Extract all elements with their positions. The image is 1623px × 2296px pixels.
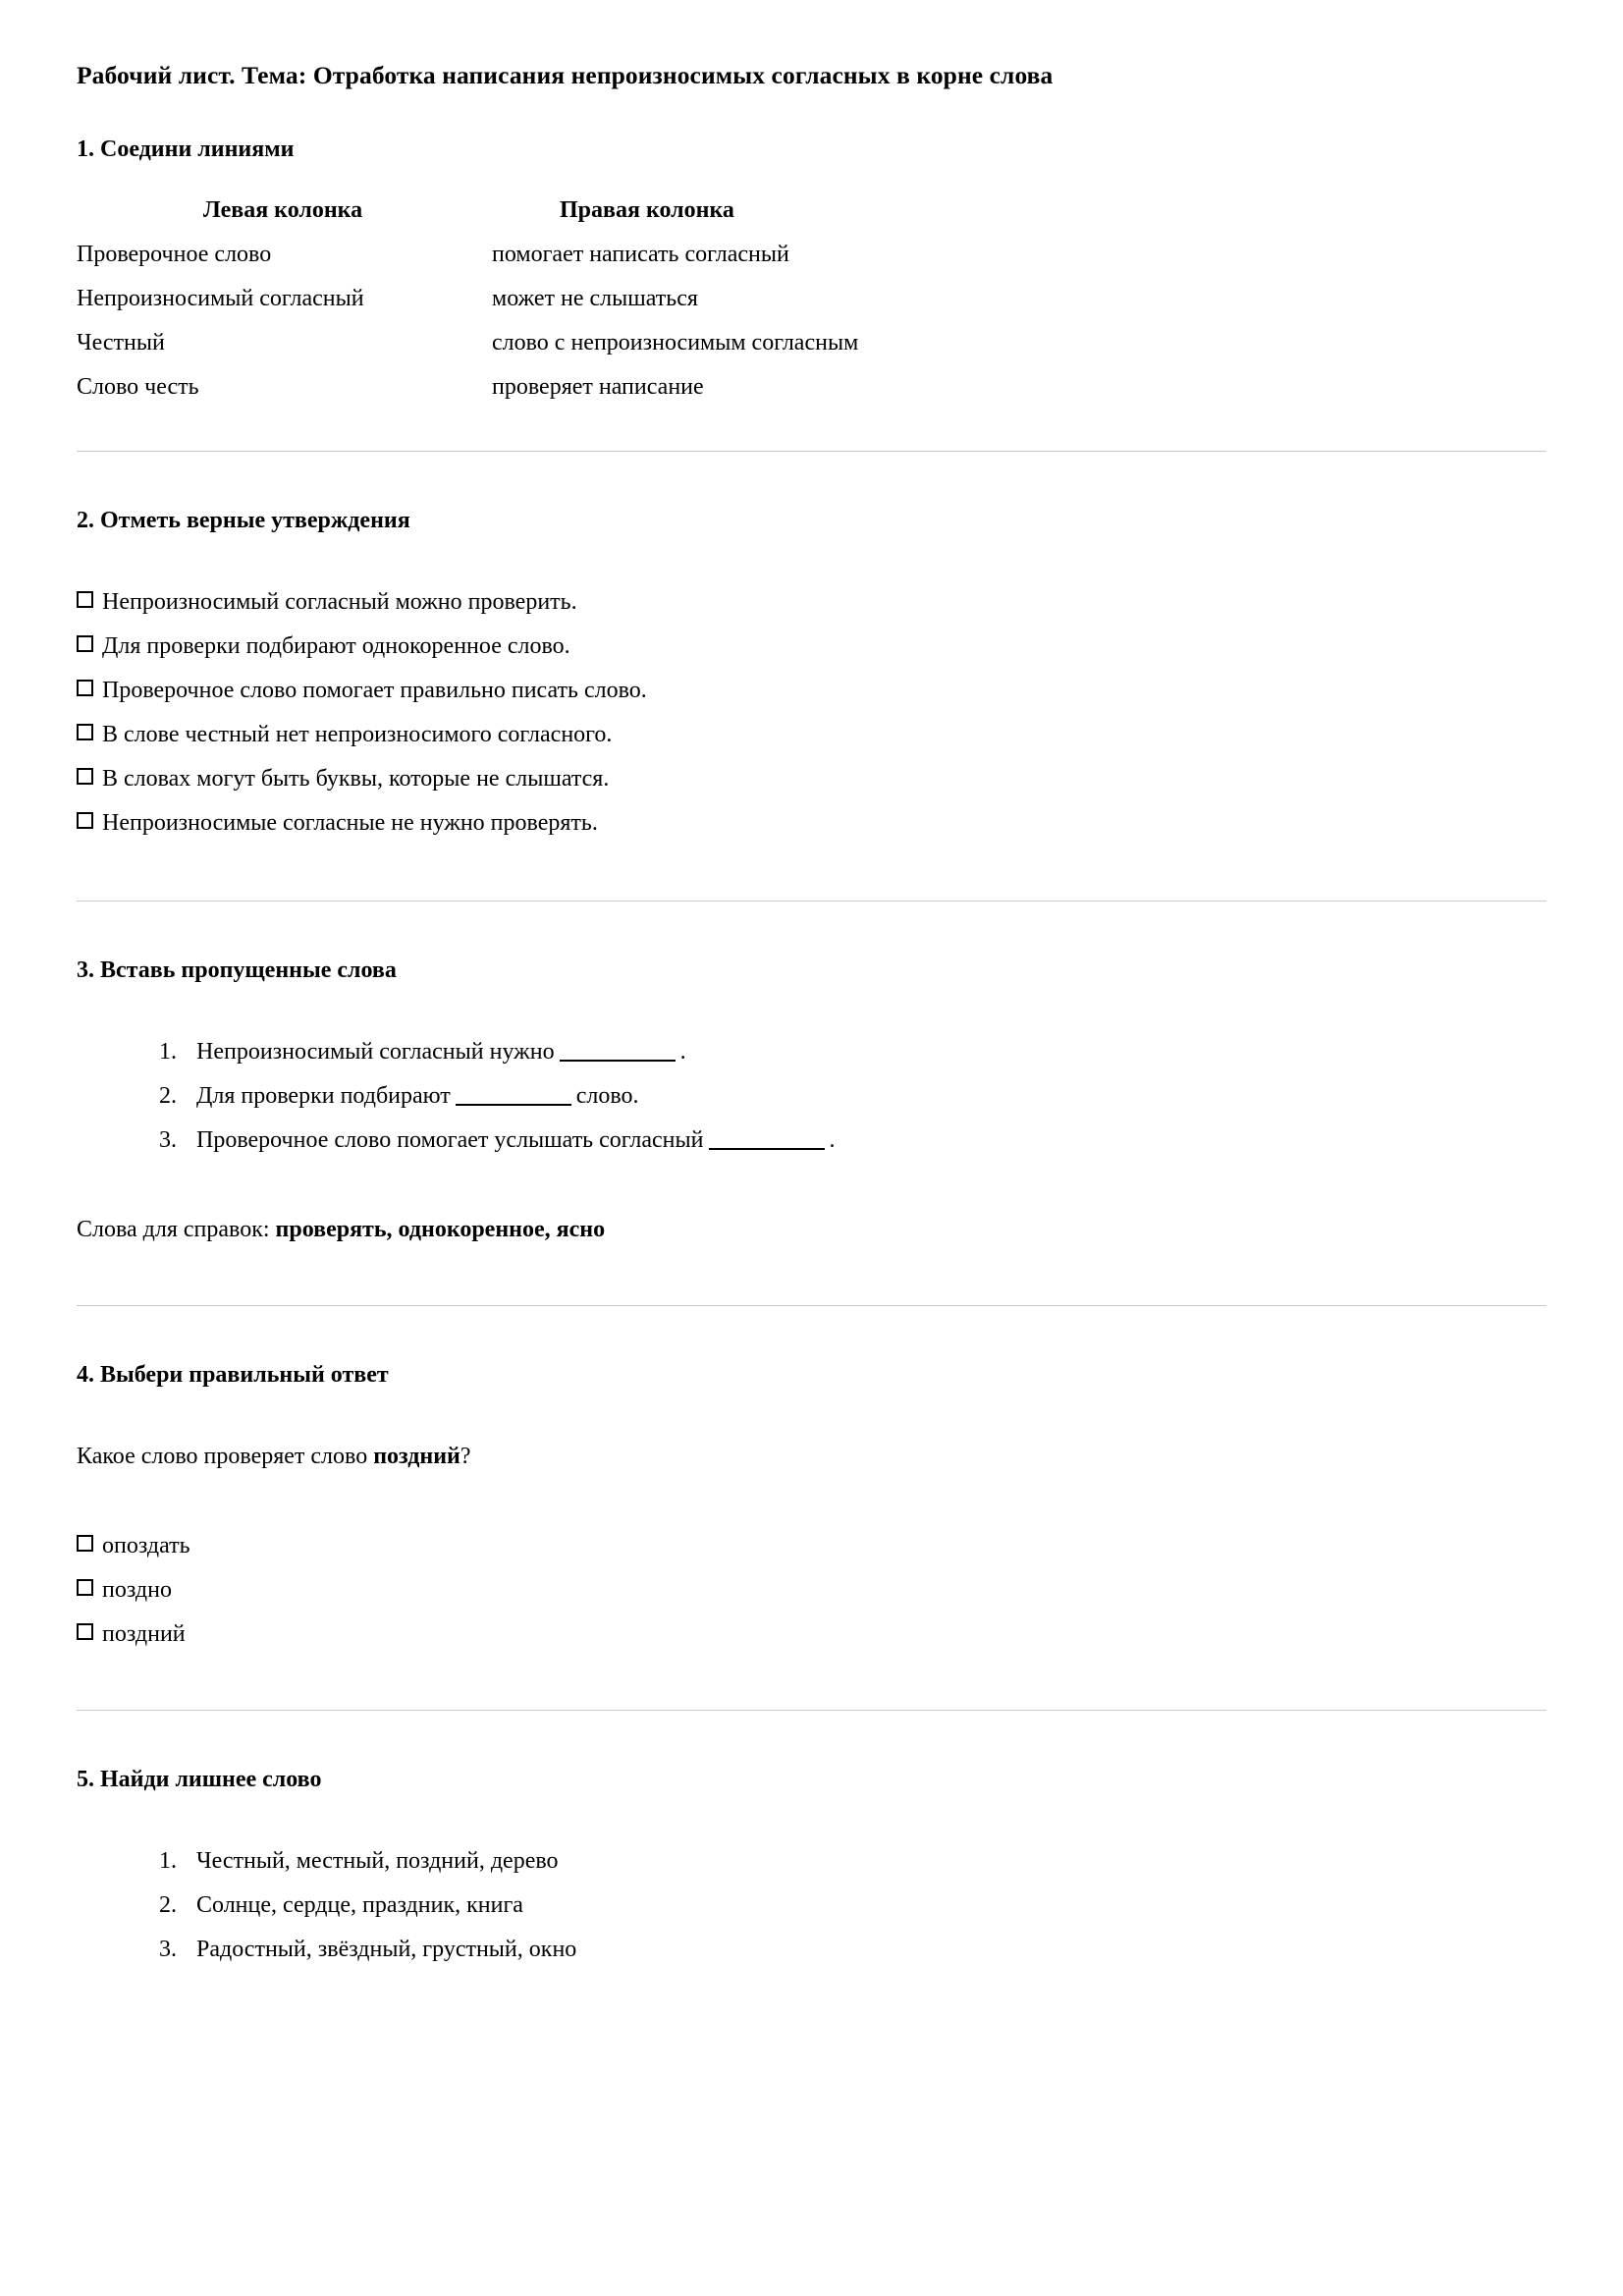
answer-options-list	[77, 1524, 1546, 1657]
question-text	[77, 1435, 1546, 1479]
odd-one-out-list	[77, 1839, 1546, 1972]
section-heading-4: 4. Выбери правильный ответ	[77, 1361, 389, 1388]
spacer	[77, 1252, 1546, 1305]
spacer	[77, 1306, 1546, 1361]
checkbox-icon[interactable]	[77, 680, 93, 696]
list-item[interactable]: 1. Честный, местный, поздний, дерево	[183, 1839, 1546, 1884]
statement-label: В слове честный нет непроизносимого согласного.	[102, 722, 613, 748]
reference-label: Слова для справок:	[77, 1216, 270, 1242]
spacer	[77, 846, 1546, 901]
statement-label: Непроизносимые согласные не нужно проверять.	[102, 810, 598, 837]
question-keyword: поздний	[373, 1443, 460, 1469]
list-item[interactable]	[77, 580, 1546, 625]
column-header-right: Правая колонка	[560, 197, 734, 224]
spacer	[77, 535, 1546, 580]
sentence-after-blank: слово.	[575, 1082, 639, 1109]
match-right-item[interactable]: слово с непроизносимым согласным	[492, 330, 859, 356]
checkbox-icon[interactable]	[77, 1579, 93, 1596]
sentence-before-blank: Для проверки подбирают	[196, 1082, 451, 1109]
spacer	[77, 1390, 1546, 1435]
section-heading-2: 2. Отметь верные утверждения	[77, 508, 410, 534]
list-item[interactable]	[77, 669, 1546, 713]
list-item[interactable]: 2. Солнце, сердце, праздник, книга	[183, 1884, 1546, 1928]
statement-label: Для проверки подбирают однокоренное слово.	[102, 633, 570, 660]
match-right-item[interactable]: помогает написать согласный	[492, 242, 789, 268]
sentence-before-blank: Проверочное слово помогает услышать согласный	[196, 1126, 704, 1153]
checkbox-icon[interactable]	[77, 1535, 93, 1552]
list-item[interactable]	[183, 1030, 1546, 1074]
spacer	[77, 410, 1546, 451]
section-heading-3: 3. Вставь пропущенные слова	[77, 957, 397, 984]
match-columns-table	[77, 189, 1039, 410]
reference-words-line	[77, 1208, 1546, 1252]
sentence-after-blank: .	[679, 1038, 686, 1065]
spacer	[77, 1479, 1546, 1524]
table-row[interactable]	[77, 365, 1039, 410]
list-item[interactable]	[77, 625, 1546, 669]
match-left-item[interactable]: Слово честь	[77, 374, 199, 401]
option-label: опоздать	[102, 1532, 190, 1558]
checkbox-icon[interactable]	[77, 812, 93, 829]
table-row[interactable]	[77, 321, 1039, 365]
list-item[interactable]	[77, 713, 1546, 757]
list-item[interactable]: 3. Радостный, звёздный, грустный, окно	[183, 1928, 1546, 1972]
checkbox-icon[interactable]	[77, 635, 93, 652]
spacer	[77, 1794, 1546, 1839]
blank-field[interactable]	[456, 1104, 571, 1106]
question-before: Какое слово проверяет слово	[77, 1443, 368, 1469]
blank-field[interactable]	[560, 1060, 676, 1062]
checkbox-icon[interactable]	[77, 591, 93, 608]
list-item[interactable]	[77, 757, 1546, 801]
table-row[interactable]	[77, 233, 1039, 277]
spacer	[77, 1163, 1546, 1208]
list-item[interactable]	[183, 1074, 1546, 1119]
list-item[interactable]	[77, 801, 1546, 846]
checkbox-icon[interactable]	[77, 1623, 93, 1640]
spacer	[77, 902, 1546, 957]
list-item[interactable]	[77, 1568, 1546, 1613]
spacer	[77, 1711, 1546, 1766]
question-after: ?	[460, 1443, 471, 1469]
table-row[interactable]	[77, 277, 1039, 321]
column-header-left: Левая колонка	[202, 197, 363, 224]
fill-in-blanks-list	[77, 1030, 1546, 1163]
statements-checklist	[77, 580, 1546, 846]
table-header-row	[77, 189, 1039, 233]
section-heading-1: 1. Соедини линиями	[77, 136, 295, 162]
spacer	[77, 91, 1546, 136]
spacer	[77, 1657, 1546, 1710]
statement-label: Проверочное слово помогает правильно писать слово.	[102, 678, 647, 704]
option-label: поздний	[102, 1620, 186, 1647]
statement-label: В словах могут быть буквы, которые не слышатся.	[102, 766, 610, 793]
section-heading-5: 5. Найди лишнее слово	[77, 1766, 322, 1792]
blank-field[interactable]	[709, 1148, 825, 1150]
sentence-after-blank: .	[829, 1126, 836, 1153]
list-item[interactable]	[183, 1119, 1546, 1163]
match-right-item[interactable]: может не слышаться	[492, 286, 698, 312]
match-right-item[interactable]: проверяет написание	[492, 374, 704, 401]
checkbox-icon[interactable]	[77, 724, 93, 740]
option-label: поздно	[102, 1576, 172, 1603]
reference-words: проверять, однокоренное, ясно	[275, 1216, 606, 1242]
page-title: Рабочий лист. Тема: Отработка написания непроизносимых согласных в корне слова	[77, 61, 1054, 89]
list-item[interactable]	[77, 1524, 1546, 1568]
spacer	[77, 985, 1546, 1030]
checkbox-icon[interactable]	[77, 768, 93, 785]
match-left-item[interactable]: Честный	[77, 330, 165, 356]
list-item[interactable]	[77, 1613, 1546, 1657]
spacer	[77, 452, 1546, 507]
sentence-before-blank: Непроизносимый согласный нужно	[196, 1038, 555, 1065]
match-left-item[interactable]: Непроизносимый согласный	[77, 286, 364, 312]
match-left-item[interactable]: Проверочное слово	[77, 242, 272, 268]
statement-label: Непроизносимый согласный можно проверить.	[102, 589, 577, 616]
